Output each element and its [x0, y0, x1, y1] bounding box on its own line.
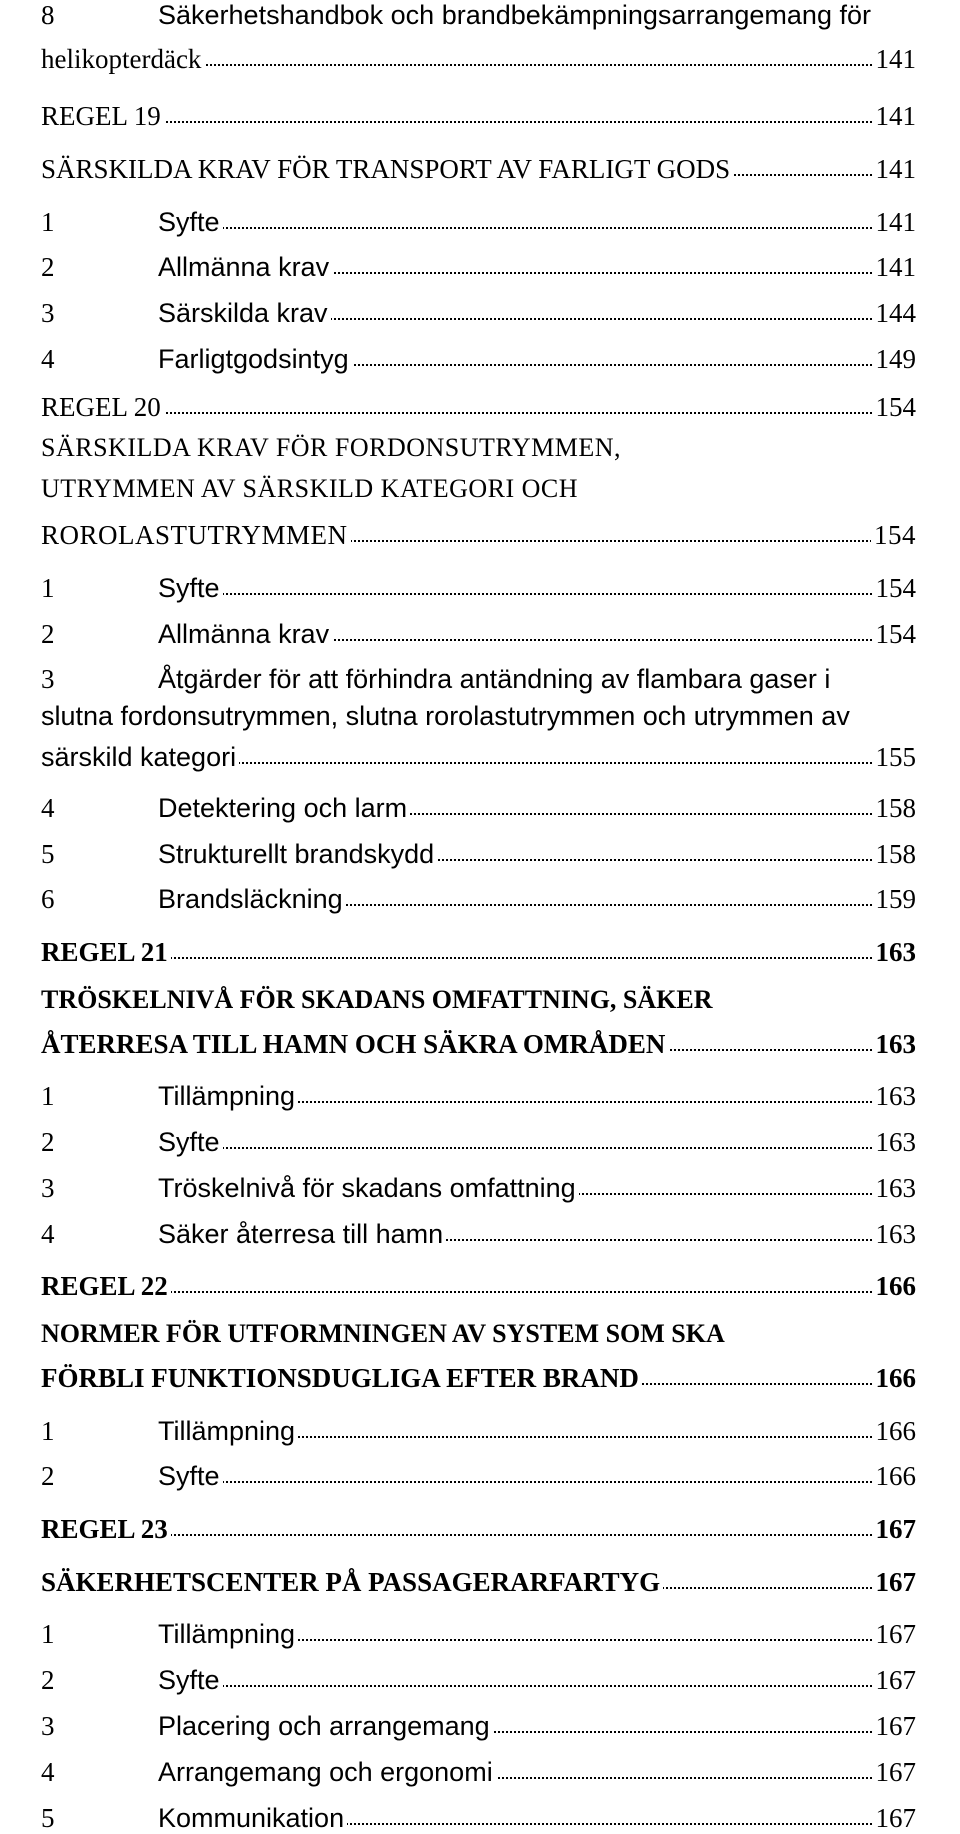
toc-line: [41, 701, 850, 732]
page-number: 154: [873, 573, 917, 604]
toc-entry-line: [41, 1168, 916, 1204]
page-number: 166: [873, 1271, 917, 1302]
page-number: 166: [873, 1461, 917, 1492]
toc-text: Tillämpning: [158, 1416, 296, 1446]
toc-entry[interactable]: [41, 1122, 916, 1158]
toc-text: Allmänna krav: [158, 252, 330, 282]
toc-label: [41, 793, 410, 824]
toc-text: Arrangemang och ergonomi: [158, 1757, 493, 1787]
toc-label: [41, 1567, 663, 1598]
toc-text: NORMER FÖR UTFORMNINGEN AV SYSTEM SOM SKA: [41, 1319, 725, 1348]
toc-entry-line: [41, 39, 916, 75]
toc-label: [41, 392, 164, 423]
toc-entry-line: [41, 1562, 916, 1598]
toc-line: [41, 985, 713, 1015]
toc-entry-line: [41, 149, 916, 185]
toc-number: 3: [41, 1711, 55, 1741]
toc-label: [41, 1081, 298, 1112]
page-number: 141: [873, 101, 917, 132]
toc-entry-line: [41, 1456, 916, 1492]
toc-number: 8: [41, 0, 55, 30]
page-number: 167: [873, 1803, 917, 1834]
toc-entry[interactable]: [41, 1266, 916, 1302]
toc-entry[interactable]: [41, 515, 916, 551]
toc-label: [41, 619, 332, 650]
toc-text: TRÖSKELNIVÅ FÖR SKADANS OMFATTNING, SÄKER: [41, 985, 713, 1014]
toc-label: [41, 1514, 171, 1545]
toc-entry-line: [41, 932, 916, 968]
toc-text: REGEL 21: [41, 937, 168, 967]
toc-number: 1: [41, 1416, 55, 1446]
toc-text: Detektering och larm: [158, 793, 408, 823]
toc-entry-line: [41, 568, 916, 604]
page-number: 154: [873, 619, 917, 650]
toc-line: [41, 1319, 725, 1349]
toc-entry-line: [41, 293, 916, 329]
toc-number: 4: [41, 1757, 55, 1787]
toc-text: Strukturellt brandskydd: [158, 839, 435, 869]
toc-text: Placering och arrangemang: [158, 1711, 490, 1741]
page-number: 141: [873, 154, 917, 185]
toc-text: Kommunikation: [158, 1803, 345, 1833]
toc-entry[interactable]: [41, 247, 916, 283]
toc-text: Tillämpning: [158, 1619, 296, 1649]
page-number: 159: [873, 884, 917, 915]
toc-text: REGEL 22: [41, 1271, 168, 1301]
toc-entry[interactable]: [41, 1168, 916, 1204]
toc-label: [41, 1803, 347, 1834]
toc-label: [41, 520, 351, 551]
toc-entry[interactable]: [41, 1706, 916, 1742]
toc-entry[interactable]: [41, 1562, 916, 1598]
toc-number: 2: [41, 252, 55, 282]
toc-label: [41, 1029, 668, 1060]
toc-label: [41, 252, 332, 283]
toc-entry-line: [41, 1706, 916, 1742]
toc-entry-line: [41, 1214, 916, 1250]
toc-entry-line: [41, 202, 916, 238]
toc-entry[interactable]: [41, 834, 916, 870]
toc-entry-line: [41, 1266, 916, 1302]
page-number: 141: [873, 252, 917, 283]
toc-entry[interactable]: [41, 1214, 916, 1250]
toc-text: REGEL 20: [41, 392, 161, 422]
toc-entry-line: [41, 1614, 916, 1650]
toc-number: 3: [41, 1173, 55, 1203]
toc-entry-line: [41, 1798, 916, 1834]
toc-entry[interactable]: [41, 1614, 916, 1650]
toc-label: [41, 101, 164, 132]
toc-text: Farligtgodsintyg: [158, 344, 349, 374]
toc-text: Syfte: [158, 1665, 220, 1695]
page-number: 167: [873, 1711, 917, 1742]
toc-entry[interactable]: [41, 339, 916, 375]
toc-label: [41, 1461, 223, 1492]
toc-label: [41, 839, 437, 870]
page-number: 141: [873, 207, 917, 238]
page-number: 158: [873, 793, 917, 824]
toc-label: [41, 344, 352, 375]
toc-entry[interactable]: [41, 879, 916, 915]
toc-entry-line: [41, 834, 916, 870]
toc-text: slutna fordonsutrymmen, slutna rorolastutrymmen och utrymmen av: [41, 701, 850, 731]
toc-text: SÄKERHETSCENTER PÅ PASSAGERARFARTYG: [41, 1567, 661, 1597]
toc-label: [41, 573, 223, 604]
toc-number: 1: [41, 573, 55, 603]
toc-entry[interactable]: [41, 1798, 916, 1834]
toc-entry[interactable]: [41, 1509, 916, 1545]
page-number: 163: [873, 1029, 917, 1060]
toc-entry[interactable]: [41, 1411, 916, 1447]
toc-label: [41, 1711, 493, 1742]
toc-label: [41, 1757, 496, 1788]
toc-text: Syfte: [158, 1461, 220, 1491]
page-number: 163: [873, 1081, 917, 1112]
page-number: 155: [873, 742, 917, 773]
page-number: 154: [873, 392, 917, 423]
toc-number: 3: [41, 664, 55, 694]
toc-number: 1: [41, 1619, 55, 1649]
toc-text: REGEL 19: [41, 101, 161, 131]
toc-entry[interactable]: [41, 387, 916, 423]
toc-text: Säkerhetshandbok och brandbekämpningsarrangemang för: [158, 0, 871, 30]
toc-number: 1: [41, 207, 55, 237]
toc-entry[interactable]: [41, 932, 916, 968]
toc-entry[interactable]: [41, 149, 916, 185]
toc-entry-line: [41, 737, 916, 773]
toc-text: Allmänna krav: [158, 619, 330, 649]
toc-entry-line: [41, 1358, 916, 1394]
toc-line: [41, 0, 871, 31]
page-number: 167: [873, 1567, 917, 1598]
toc-text: ROROLASTUTRYMMEN: [41, 520, 348, 550]
toc-entry-line: [41, 879, 916, 915]
toc-entry-line: [41, 788, 916, 824]
page-number: 163: [873, 937, 917, 968]
page-number: 141: [873, 44, 917, 75]
toc-entry[interactable]: [41, 1456, 916, 1492]
toc-label: [41, 1665, 223, 1696]
page-number: 163: [873, 1173, 917, 1204]
toc-text: Syfte: [158, 573, 220, 603]
toc-entry-line: [41, 1752, 916, 1788]
toc-text: Tillämpning: [158, 1081, 296, 1111]
toc-label: [41, 1219, 446, 1250]
toc-label: [41, 1363, 642, 1394]
toc-number: 2: [41, 1665, 55, 1695]
toc-entry-line: [41, 1024, 916, 1060]
toc-text: Åtgärder för att förhindra antändning av flambara gaser i: [158, 664, 831, 694]
toc-text: Säker återresa till hamn: [158, 1219, 444, 1249]
toc-label: [41, 1416, 298, 1447]
toc-label: [41, 937, 171, 968]
toc-number: 5: [41, 1803, 55, 1833]
toc-label: [41, 1271, 171, 1302]
toc-text: REGEL 23: [41, 1514, 168, 1544]
toc-number: 1: [41, 1081, 55, 1111]
toc-entry[interactable]: [41, 788, 916, 824]
toc-text: Syfte: [158, 207, 220, 237]
toc-text: SÄRSKILDA KRAV FÖR FORDONSUTRYMMEN,: [41, 433, 622, 462]
page-number: 167: [873, 1757, 917, 1788]
toc-label: [41, 207, 223, 238]
toc-entry[interactable]: [41, 39, 916, 75]
toc-entry-line: [41, 1660, 916, 1696]
page-number: 167: [873, 1514, 917, 1545]
toc-entry[interactable]: [41, 1076, 916, 1112]
toc-line: [41, 664, 830, 695]
toc-entry[interactable]: [41, 1024, 916, 1060]
toc-entry-line: [41, 1122, 916, 1158]
toc-label: [41, 884, 346, 915]
toc-entry[interactable]: [41, 614, 916, 650]
toc-text: Syfte: [158, 1127, 220, 1157]
toc-text: särskild kategori: [41, 742, 237, 772]
toc-text: FÖRBLI FUNKTIONSDUGLIGA EFTER BRAND: [41, 1363, 639, 1393]
page-number: 166: [873, 1416, 917, 1447]
page-number: 166: [873, 1363, 917, 1394]
toc-number: 2: [41, 619, 55, 649]
toc-number: 4: [41, 1219, 55, 1249]
toc-number: 2: [41, 1127, 55, 1157]
toc-text: helikopterdäck: [41, 44, 202, 74]
toc-text: Särskilda krav: [158, 298, 328, 328]
toc-label: [41, 1127, 223, 1158]
toc-number: 4: [41, 793, 55, 823]
toc-label: [41, 44, 204, 75]
toc-entry[interactable]: [41, 293, 916, 329]
page-number: 154: [871, 520, 916, 551]
toc-label: [41, 1619, 298, 1650]
page-number: 158: [873, 839, 917, 870]
page-number: 167: [873, 1665, 917, 1696]
toc-entry-line: [41, 247, 916, 283]
toc-number: 4: [41, 344, 55, 374]
toc-entry[interactable]: [41, 1752, 916, 1788]
toc-entry-line: [41, 515, 916, 551]
toc-entry-line: [41, 339, 916, 375]
toc-entry[interactable]: [41, 568, 916, 604]
toc-entry-line: [41, 1509, 916, 1545]
toc-label: [41, 154, 733, 185]
toc-entry[interactable]: [41, 1358, 916, 1394]
page-number: 149: [873, 344, 917, 375]
toc-number: 5: [41, 839, 55, 869]
toc-entry-line: [41, 614, 916, 650]
page-number: 144: [873, 298, 917, 329]
toc-number: 2: [41, 1461, 55, 1491]
toc-text: UTRYMMEN AV SÄRSKILD KATEGORI OCH: [41, 474, 579, 503]
toc-label: [41, 298, 331, 329]
page-number: 167: [873, 1619, 917, 1650]
toc-line: [41, 474, 578, 504]
toc-label: [41, 1173, 579, 1204]
page-number: 163: [873, 1219, 917, 1250]
toc-entry[interactable]: [41, 96, 916, 132]
toc-number: 3: [41, 298, 55, 328]
toc-text: SÄRSKILDA KRAV FÖR TRANSPORT AV FARLIGT GODS: [41, 154, 731, 184]
toc-number: 6: [41, 884, 55, 914]
toc-label: [41, 742, 239, 773]
toc-entry[interactable]: [41, 1660, 916, 1696]
toc-entry-line: [41, 1076, 916, 1112]
toc-entry[interactable]: [41, 737, 916, 773]
toc-entry[interactable]: [41, 202, 916, 238]
toc-entry-line: [41, 96, 916, 132]
toc-line: [41, 433, 621, 463]
toc-text: Tröskelnivå för skadans omfattning: [158, 1173, 576, 1203]
toc-entry-line: [41, 1411, 916, 1447]
toc-text: ÅTERRESA TILL HAMN OCH SÄKRA OMRÅDEN: [41, 1029, 666, 1059]
toc-entry-line: [41, 387, 916, 423]
page-number: 163: [873, 1127, 917, 1158]
toc-text: Brandsläckning: [158, 884, 343, 914]
